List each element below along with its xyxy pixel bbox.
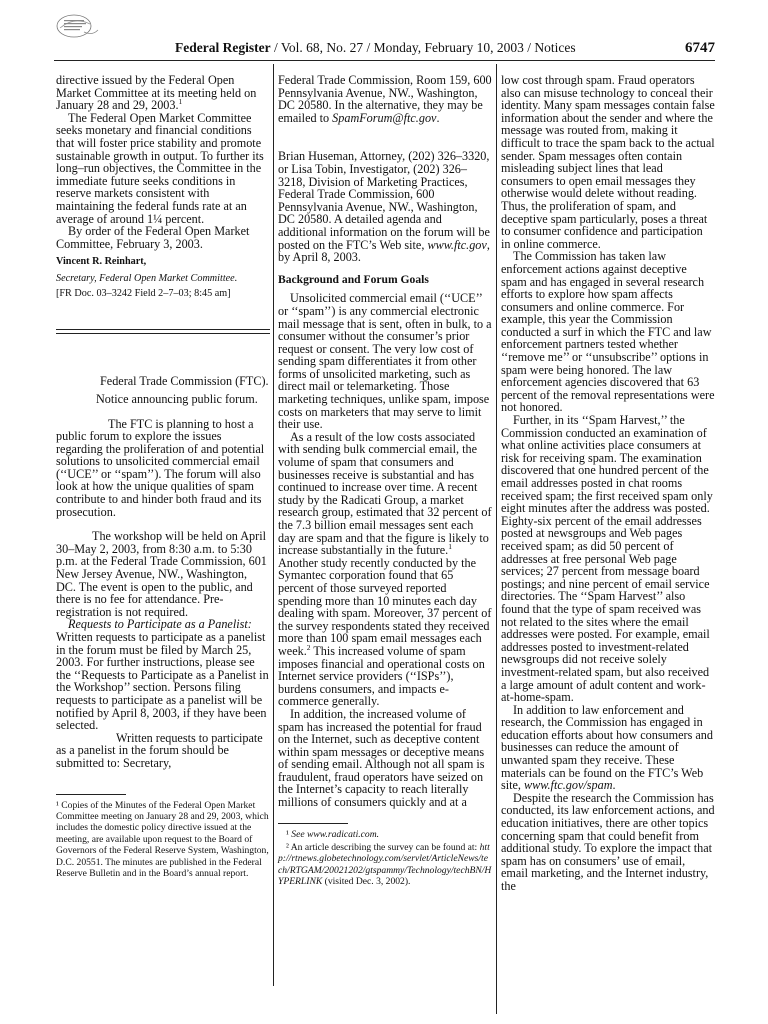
fomc-directive-continued <box>56 74 270 112</box>
footnote-radicati-text: See www.radicati.com. <box>291 828 380 840</box>
section-heading-background: Background and Forum Goals <box>278 272 429 286</box>
footnote-rule-col2 <box>278 823 348 824</box>
fomc-order-paragraph: By order of the Federal Open Market Committee, February 3, 2003. <box>56 224 250 251</box>
fomc-policy-paragraph: The Federal Open Market Committee seeks monetary and financial conditions that will foster price stability and promote sustainable growth in output. To further its long–run objectives, the Committee in the immediate future seeks conditions in reserve markets consistent with maintaining the federal funds rate at an average of around 1¼ percent. <box>56 110 264 226</box>
enforcement-paragraph: The Commission has taken law enforcement actions against deceptive spam and has engaged in several research efforts to explore how spam affects consumers and online commerce. For example, this year the Commission conducted a surf in which the FTC and law enforcement partners tested whether ‘‘remove me’’ or ‘‘unsubscribe’’ options in spam were being honored. The law enforcement agencies discovered that 63 percent of the removal representations were not honored. <box>501 249 715 415</box>
addresses-paragraph: Written requests to participate as a panelist in the forum should be submitted to: Secretary, <box>56 730 263 770</box>
footnote-symantec-text: ² An article describing the survey can be found at: <box>286 842 480 854</box>
column-3 <box>501 74 715 893</box>
action-line: Notice announcing public forum. <box>96 391 258 406</box>
dates-paragraph: The workshop will be held on April 30–May 2, 2003, from 8:30 a.m. to 5:30 p.m. at the Federal Trade Commission, 601 New Jersey Avenue, NW., Washington, DC. The event is open to the public, and there is no fee for attendance. Pre-registration is not required. <box>56 529 267 619</box>
footnote-radicati-number: ¹ <box>286 828 292 840</box>
education-text: In addition to law enforcement and research, the Commission has engaged in education efforts about how consumers and businesses can reduce the amount of unwanted spam they receive. These materials can be found on the FTC’s Web site, <box>501 702 713 793</box>
contact-text: Brian Huseman, Attorney, (202) 326–3320, or Lisa Tobin, Investigator, (202) 326–3218, Division of Marketing Practices, Federal Trade Commission, 600 Pennsylvania Avenue, NW., Washington, DC 20580. A detailed agenda and additional information on the forum will be posted on the FTC’s Web site, <box>278 149 490 252</box>
page-number: 6747 <box>685 40 715 56</box>
contact-text-end: , by April 8, 2003. <box>278 237 490 265</box>
spam-volume-text-b: Another study recently conducted by the Symantec corporation found that 65 percent of those surveyed reported spending more than 10 minutes each day dealing with spam. Moreover, 37 percent of the survey respondents stated they received more than 100 spam email messages each week. <box>278 555 492 658</box>
panelist-requests-paragraph <box>56 618 270 731</box>
footnote-rule <box>56 794 126 795</box>
contact-paragraph <box>278 150 492 263</box>
spam-volume-paragraph <box>278 431 492 708</box>
spam-harvest-paragraph: Further, in its ‘‘Spam Harvest,’’ the Commission conducted an examination of what online activities place consumers at risk for receiving spam. The examination discovered that one hundred percent of the email addresses posted in chat rooms received spam; the first received spam only eight minutes after the address was posted. Eighty-six percent of the email addresses posted at newsgroups and Web pages received spam; as did 50 percent of addresses at free personal Web page services; 27 percent from message board postings; and nine percent of email service directories. The ‘‘Spam Harvest’’ also found that the type of spam received was not related to the sites where the email addresses were posted. For example, email addresses posted to investment-related newsgroups did not receive solely investment-related spam, but also received a large amount of adult content and work-at-home-spam. <box>501 413 713 705</box>
fomc-directive-text: directive issued by the Federal Open Market Committee at its meeting held on January 28 and 29, 2003. <box>56 73 257 113</box>
column-1 <box>56 74 270 879</box>
education-text-end: . <box>612 778 616 793</box>
header-rule <box>54 60 715 61</box>
ftc-spam-link[interactable]: www.ftc.gov/spam <box>524 778 613 793</box>
signer-title: Secretary, Federal Open Market Committee. <box>56 272 238 284</box>
spam-volume-text-a: As a result of the low costs associated with sending bulk commercial email, the volume of spam that consumers and businesses receive is substantial and has continued to increase over time. A recent study by the Radicati Group, a market research group, estimated that 32 percent of the 7.3 billion email messages sent each day are spam and that the figure is likely to increase substantially in the future. <box>278 429 492 558</box>
gpo-authentication-seal-icon <box>54 12 102 40</box>
spam-volume-text-c: This increased volume of spam imposes financial and operational costs on Internet service providers (‘‘ISPs’’), burdens consumers, and impacts e-commerce generally. <box>278 643 485 709</box>
ftc-website-link[interactable]: www.ftc.gov <box>427 237 487 252</box>
addresses-continued <box>278 74 492 124</box>
footnote-symantec-visited: (visited Dec. 3, 2002). <box>322 876 411 888</box>
footnote-symantec <box>278 842 492 888</box>
footnote-1: ¹ Copies of the Minutes of the Federal Open Market Committee meeting on January 28 and 29, 2003, which includes the domestic policy directive issued at the meeting, are available upon request to the Board of Governors of the Federal Reserve System, Washington, D.C. 20551. The minutes are published in the Federal Reserve Bulletin and in the Board’s annual report. <box>56 799 269 879</box>
footnote-symantec-link[interactable]: http://rtnews.globetechnology.com/servlet/ArticleNews/tech/RTGAM/20021202/gtspammy/Technology/techBN/HYPERLINK <box>278 842 492 888</box>
footnote-radicati <box>278 829 492 840</box>
education-paragraph <box>501 704 715 792</box>
agency-line: Federal Trade Commission (FTC). <box>100 374 269 389</box>
further-study-paragraph: Despite the research the Commission has conducted, its law enforcement actions, and education initiatives, there are other topics concerning spam that could benefit from additional study. To explore the impact that spam has on consumers’ use of email, email marketing, and the Internet industry, the <box>501 790 715 893</box>
footnote-ref-radicati: 1 <box>448 542 452 552</box>
forum-email-link[interactable]: SpamForum@ftc.gov <box>332 110 437 125</box>
column-2 <box>278 74 492 888</box>
footnote-ref-symantec: 2 <box>306 642 311 652</box>
panelist-requests-label: Requests to Participate as a Panelist: <box>68 617 252 632</box>
fraud-paragraph: In addition, the increased volume of spam has increased the potential for fraud on the Internet, such as deceptive content within spam messages or deceptive means of sending email. Although not all spam is fraudulent, fraud operators have seized on the Internet’s capacity to reach literally millions of consumers quickly and at a <box>278 706 485 810</box>
issue-info: / Vol. 68, No. 27 / Monday, February 10, 2003 / Notices <box>270 40 576 55</box>
summary-paragraph: The FTC is planning to host a public forum to explore the issues regarding the proliferation of and potential solutions to unsolicited commercial email (‘‘UCE’’ or ‘‘spam’’). The forum will also look at how the unique qualities of spam contribute to and hinder both fraud and its prosecution. <box>56 416 265 519</box>
header-citation <box>175 40 576 56</box>
fraud-paragraph-continued: low cost through spam. Fraud operators also can misuse technology to conceal their identity. Many spam messages contain false information about the sender and where the message was routed from, making it difficult to trace the spam back to the actual sender. Spam messages often contain misleading subject lines that lead consumers to open email messages they otherwise would delete without reading. Thus, the proliferation of spam, and deceptive spam particularly, poses a threat to consumer confidence and participation in online commerce. <box>501 73 715 251</box>
journal-name: Federal Register <box>175 40 271 55</box>
signer-name: Vincent R. Reinhart, <box>56 256 147 268</box>
fr-doc-line: [FR Doc. 03–3242 Field 2–7–03; 8:45 am] <box>56 288 231 300</box>
column-divider-left <box>273 64 274 986</box>
spam-definition-paragraph: Unsolicited commercial email (‘‘UCE’’ or ‘‘spam’’) is any commercial electronic mail message that is sent, often in bulk, to a consumer without the consumer’s prior request or consent. The very low cost of sending spam differentiates it from other forms of unsolicited marketing, such as direct mail or telemarketing. Those marketing techniques, unlike spam, impose costs on marketers that may serve to limit their use. <box>278 291 492 432</box>
addresses-continued-text: Federal Trade Commission, Room 159, 600 Pennsylvania Avenue, NW., Washington, DC 20580. In the alternative, they may be emailed to <box>278 73 492 125</box>
addresses-end: . <box>436 110 440 125</box>
footnote-ref-1: 1 <box>178 97 183 107</box>
panelist-requests-text: Written requests to participate as a panelist in the forum must be filed by March 25, 2003. For further instructions, please see the ‘‘Requests to Participate as a Panelist in the Workshop’’ section. Persons filing requests to participate as a panelist will be notified by April 8, 2003, if they have been selected. <box>56 630 269 733</box>
column-divider-right <box>496 64 497 1014</box>
